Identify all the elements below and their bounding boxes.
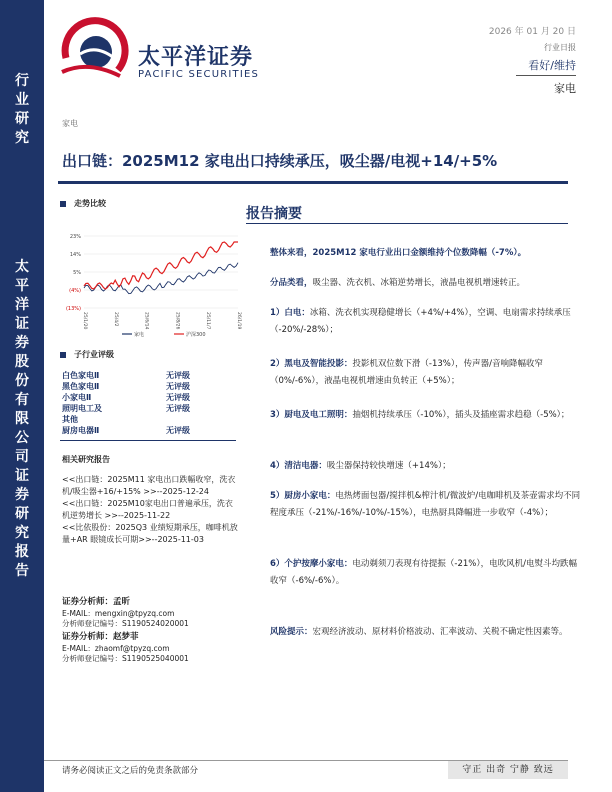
sub-industry-name: 其他 bbox=[62, 415, 78, 424]
legend-label: 沪深300 bbox=[186, 332, 206, 338]
analyst-cert: 分析师登记编号：S1190525040001 bbox=[62, 654, 189, 663]
report-date: 2026 年 01 月 20 日 bbox=[488, 27, 576, 37]
industry-rating: 看好/维持 bbox=[528, 59, 576, 72]
sub-industry-rating: 无评级 bbox=[166, 426, 190, 435]
trend-section-head bbox=[60, 198, 236, 209]
paragraph-body: 抽烟机持续承压（-10%），插头及插座需求趋稳（-5%）； bbox=[352, 410, 570, 420]
sidebar-char: 研 bbox=[15, 111, 29, 127]
summary-paragraph bbox=[270, 458, 582, 475]
summary-paragraph bbox=[270, 275, 582, 292]
sidebar-char: 公 bbox=[15, 430, 29, 446]
paragraph-body: 电热烤面包器/搅拌机&榨汁机/微波炉/电咖啡机及茶壶需求均不同程度承压（-21%/-16%/-10%/-15%），电热厨具降幅进一步收窄（-4%）； bbox=[270, 491, 581, 518]
paragraph-lead: 2）黑电及智能投影： bbox=[270, 359, 353, 369]
y-tick-label: (13%) bbox=[65, 306, 81, 312]
company-logo bbox=[58, 14, 278, 84]
summary-paragraph bbox=[270, 305, 582, 339]
summary-paragraph bbox=[270, 245, 582, 262]
logo-mark-icon bbox=[58, 14, 134, 84]
analyst-1 bbox=[62, 597, 238, 629]
sidebar-char: 份 bbox=[15, 373, 29, 389]
sidebar-char: 报 bbox=[15, 544, 29, 560]
sidebar-char: 究 bbox=[15, 525, 29, 541]
paragraph-lead: 5）厨房小家电： bbox=[270, 491, 336, 501]
x-tick-label: 25/6/14 bbox=[143, 312, 149, 330]
sidebar-char: 证 bbox=[15, 316, 29, 332]
sub-industry-rating: 无评级 bbox=[166, 404, 190, 413]
paragraph-body: 宏观经济波动、原材料价格波动、汇率波动、关税不确定性因素等。 bbox=[312, 627, 568, 637]
sub-industry-rating bbox=[166, 414, 238, 425]
x-tick-label: 25/1/20 bbox=[82, 312, 87, 330]
x-tick-label: 25/11/7 bbox=[205, 312, 211, 330]
summary-head: 报告摘要 bbox=[246, 206, 302, 222]
sidebar-char: 券 bbox=[15, 487, 29, 503]
sidebar bbox=[0, 0, 44, 792]
analyst-name: 证券分析师：孟昕 bbox=[62, 597, 131, 607]
sub-industry-rating: 无评级 bbox=[166, 382, 190, 391]
summary-paragraph bbox=[270, 407, 582, 424]
sidebar-char: 司 bbox=[15, 449, 29, 465]
rating-row bbox=[62, 414, 238, 425]
summary-paragraph bbox=[270, 356, 582, 390]
rating-row bbox=[62, 392, 238, 403]
paragraph-body: 电动剃须刀表现有待提振（-21%），电吹风机/电熨斗均跌幅收窄（-6%/-6%）。 bbox=[270, 559, 577, 586]
analyst-email[interactable]: E-MAIL：zhaomf@tpyzq.com bbox=[62, 644, 170, 653]
rating-divider bbox=[516, 75, 576, 76]
summary-divider bbox=[246, 223, 568, 224]
square-bullet-icon bbox=[60, 352, 66, 358]
paragraph-lead: 风险提示： bbox=[270, 627, 313, 637]
series-line-0 bbox=[84, 263, 238, 294]
left-divider bbox=[60, 440, 236, 441]
paragraph-lead: 4）清洁电器： bbox=[270, 461, 327, 471]
sub-industry-rating: 无评级 bbox=[166, 371, 190, 380]
company-motto: 守正 出奇 宁静 致远 bbox=[448, 761, 568, 779]
analyst-2 bbox=[62, 632, 238, 664]
analyst-email[interactable]: E-MAIL：mengxin@tpyzq.com bbox=[62, 609, 175, 618]
sub-industry-rating: 无评级 bbox=[166, 393, 190, 402]
sidebar-char: 研 bbox=[15, 506, 29, 522]
paragraph-lead: 6）个护按摩小家电： bbox=[270, 559, 353, 569]
sidebar-char: 券 bbox=[15, 335, 29, 351]
x-tick-label: 25/4/2 bbox=[112, 312, 118, 327]
x-tick-label: 26/1/19 bbox=[236, 312, 241, 330]
sidebar-char: 有 bbox=[15, 392, 29, 408]
paragraph-body: 冰箱、洗衣机实现稳健增长（+4%/+4%），空调、电扇需求持续承压（-20%/-28%）； bbox=[270, 308, 571, 335]
paragraph-lead: 分品类看， bbox=[270, 278, 313, 288]
sidebar-char: 行 bbox=[15, 73, 29, 89]
related-reports-head: 相关研究报告 bbox=[62, 455, 110, 464]
paragraph-body: 投影机双位数下滑（-13%），传声器/音响降幅收窄（0%/-6%），液晶电视机增速由负转正（+5%）； bbox=[270, 359, 543, 386]
sidebar-company bbox=[0, 258, 44, 581]
sub-industry-name: 厨房电器Ⅱ bbox=[62, 426, 100, 435]
title-divider bbox=[58, 181, 568, 184]
logo-cn-text: 太平洋证券 bbox=[138, 45, 254, 70]
sidebar-char: 证 bbox=[15, 468, 29, 484]
paragraph-lead: 3）厨电及电工照明： bbox=[270, 410, 353, 420]
sub-rating-table bbox=[62, 370, 238, 436]
rating-row bbox=[62, 425, 238, 436]
x-tick-label: 25/8/26 bbox=[174, 312, 180, 330]
paragraph-body: 吸尘器、洗衣机、冰箱逆势增长，液晶电视机增速转正。 bbox=[312, 278, 526, 288]
report-type: 行业日报 bbox=[544, 43, 576, 52]
disclaimer-note: 请务必阅读正文之后的免责条款部分 bbox=[62, 766, 199, 776]
sidebar-report-type bbox=[0, 72, 44, 148]
report-header-meta bbox=[489, 24, 576, 96]
sub-rating-title: 子行业评级 bbox=[74, 350, 114, 359]
y-tick-label: 5% bbox=[73, 270, 81, 276]
sub-industry-name: 黑色家电Ⅱ bbox=[62, 382, 100, 391]
sidebar-char: 股 bbox=[15, 354, 29, 370]
sub-rating-head bbox=[60, 349, 236, 360]
summary-paragraph bbox=[270, 556, 582, 590]
rating-row bbox=[62, 403, 238, 414]
rating-row bbox=[62, 381, 238, 392]
rating-row bbox=[62, 370, 238, 381]
sidebar-char: 告 bbox=[15, 563, 29, 579]
y-tick-label: 14% bbox=[69, 252, 81, 258]
sidebar-char: 限 bbox=[15, 411, 29, 427]
paragraph-lead: 整体来看，2025M12 家电行业出口金额维持个位数降幅（-7%）。 bbox=[270, 248, 527, 258]
legend-label: 家电 bbox=[134, 332, 145, 338]
logo-en-text: PACIFIC SECURITIES bbox=[138, 69, 260, 80]
summary-paragraph bbox=[270, 488, 582, 522]
page-title: 出口链：2025M12 家电出口持续承压，吸尘器/电视+14/+5% bbox=[62, 152, 498, 170]
paragraph-body: 吸尘器保持较快增速（+14%）； bbox=[326, 461, 451, 471]
sidebar-char: 洋 bbox=[15, 297, 29, 313]
sub-industry-name: 小家电Ⅱ bbox=[62, 393, 92, 402]
sub-industry-name: 白色家电Ⅱ bbox=[62, 371, 100, 380]
y-tick-label: (4%) bbox=[69, 288, 81, 294]
sidebar-char: 平 bbox=[15, 278, 29, 294]
related-reports-list bbox=[62, 474, 238, 546]
sub-industry-name: 照明电工及 bbox=[62, 404, 102, 413]
category-label: 家电 bbox=[62, 119, 78, 128]
square-bullet-icon bbox=[60, 201, 66, 207]
analyst-cert: 分析师登记编号：S1190524020001 bbox=[62, 619, 189, 628]
trend-head: 走势比较 bbox=[74, 199, 106, 208]
related-report-link[interactable]: <<出口链：2025M11 家电出口跌幅收窄，洗衣机/吸尘器+16/+15% >>--2025-12-24 bbox=[62, 475, 236, 496]
related-report-link[interactable]: <<比依股份：2025Q3 业绩短期承压，咖啡机放量+AR 眼镜成长可期>>--2025-11-03 bbox=[62, 523, 238, 544]
summary-paragraph bbox=[270, 624, 582, 641]
sidebar-char: 究 bbox=[15, 130, 29, 146]
sector-name: 家电 bbox=[554, 82, 576, 95]
trend-chart bbox=[62, 222, 242, 340]
sidebar-char: 太 bbox=[15, 259, 29, 275]
related-report-link[interactable]: <<出口链：2025M10家电出口普遍承压，洗衣机逆势增长 >>--2025-11-22 bbox=[62, 499, 233, 520]
paragraph-lead: 1）白电： bbox=[270, 308, 310, 318]
series-line-1 bbox=[84, 242, 238, 289]
analyst-name: 证券分析师：赵梦菲 bbox=[62, 632, 139, 642]
sidebar-char: 业 bbox=[15, 92, 29, 108]
y-tick-label: 23% bbox=[69, 234, 81, 240]
